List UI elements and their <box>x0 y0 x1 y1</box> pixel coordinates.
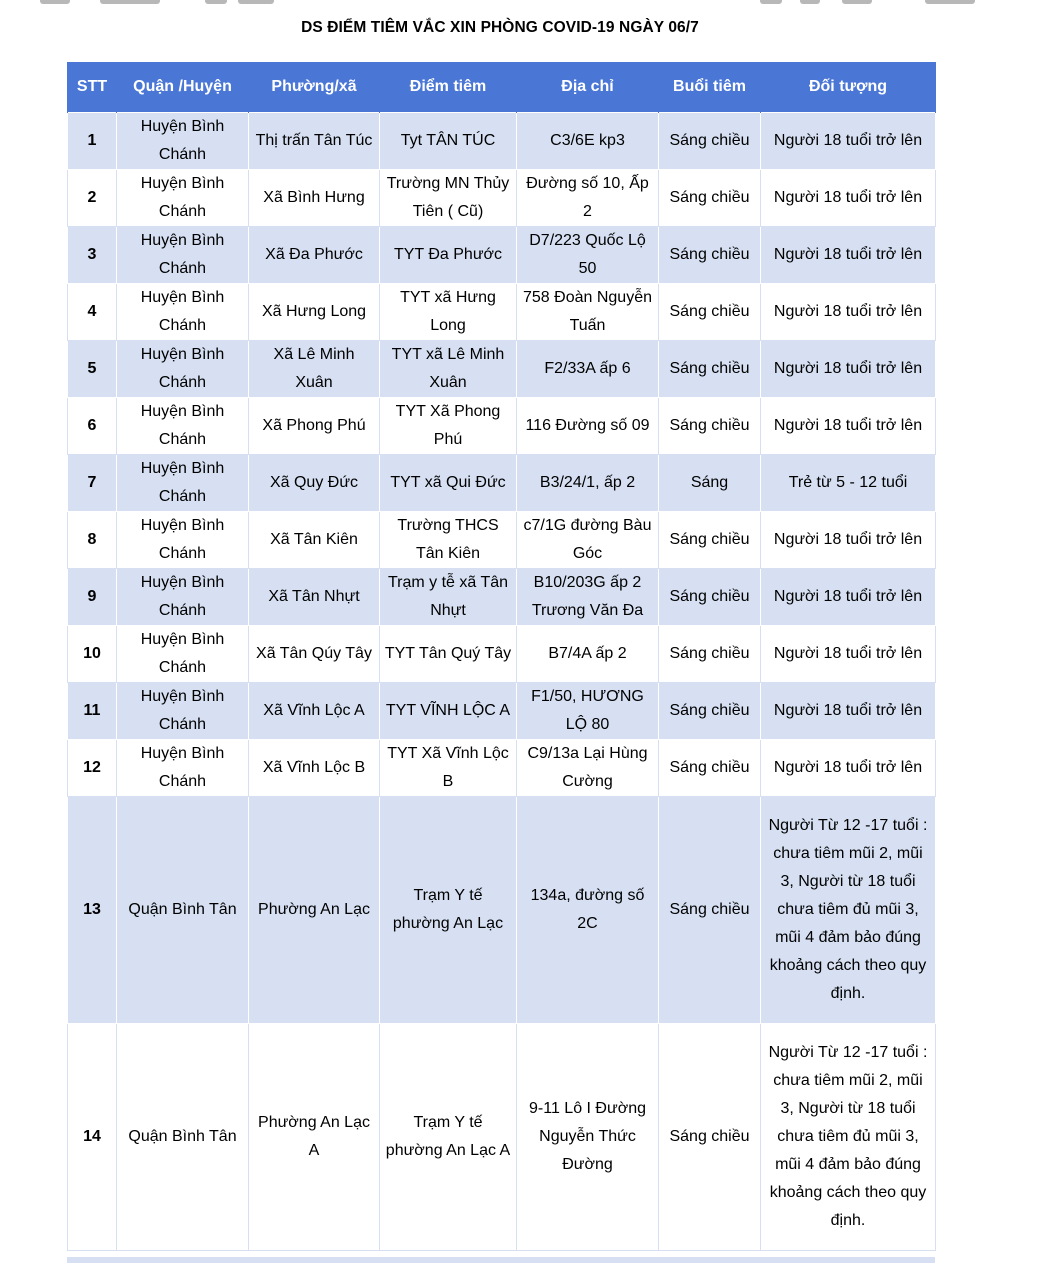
cell-session: Sáng chiều <box>659 170 761 227</box>
cell-stt: 14 <box>68 1024 117 1251</box>
cell-site: Trạm y tễ xã Tân Nhựt <box>380 569 517 626</box>
cell-target: Người 18 tuổi trở lên <box>761 113 936 170</box>
cell-district: Huyện Bình Chánh <box>117 569 249 626</box>
cell-target: Người Từ 12 -17 tuổi : chưa tiêm mũi 2, mũi 3, Người từ 18 tuổi chưa tiêm đủ mũi 3, mũi 4 đảm bảo đúng khoảng cách theo quy định. <box>761 1024 936 1251</box>
table-row <box>68 455 936 512</box>
cell-site: Tyt TÂN TÚC <box>380 113 517 170</box>
cell-ward: Xã Tân Qúy Tây <box>249 626 380 683</box>
cell-session: Sáng chiều <box>659 1024 761 1251</box>
cell-ward: Xã Hưng Long <box>249 284 380 341</box>
table-header-row <box>68 62 936 113</box>
cell-district: Huyện Bình Chánh <box>117 227 249 284</box>
cell-ward: Xã Quy Đức <box>249 455 380 512</box>
cell-stt: 2 <box>68 170 117 227</box>
header-session: Buổi tiêm <box>659 62 761 113</box>
cell-session: Sáng <box>659 455 761 512</box>
header-address: Địa chỉ <box>517 62 659 113</box>
cell-site: Trạm Y tế phường An Lạc A <box>380 1024 517 1251</box>
cell-address: B10/203G ấp 2 Trương Văn Đa <box>517 569 659 626</box>
cell-address: C9/13a Lại Hùng Cường <box>517 740 659 797</box>
cell-target: Người 18 tuổi trở lên <box>761 170 936 227</box>
cell-target: Người 18 tuổi trở lên <box>761 512 936 569</box>
cell-ward: Xã Đa Phước <box>249 227 380 284</box>
table-row <box>68 170 936 227</box>
cell-stt: 13 <box>68 797 117 1024</box>
cell-site: TYT Đa Phước <box>380 227 517 284</box>
cell-district: Huyện Bình Chánh <box>117 284 249 341</box>
table-row <box>68 1024 936 1251</box>
cell-target: Người 18 tuổi trở lên <box>761 341 936 398</box>
cell-district: Huyện Bình Chánh <box>117 626 249 683</box>
cell-target: Người 18 tuổi trở lên <box>761 284 936 341</box>
header-target: Đối tượng <box>761 62 936 113</box>
cell-address: 134a, đường số 2C <box>517 797 659 1024</box>
cell-session: Sáng chiều <box>659 512 761 569</box>
cell-district: Huyện Bình Chánh <box>117 113 249 170</box>
header-district: Quận /Huyện <box>117 62 249 113</box>
cell-target: Người 18 tuổi trở lên <box>761 398 936 455</box>
cell-district: Huyện Bình Chánh <box>117 683 249 740</box>
cell-address: c7/1G đường Bàu Góc <box>517 512 659 569</box>
cell-session: Sáng chiều <box>659 740 761 797</box>
cell-target: Trẻ từ 5 - 12 tuổi <box>761 455 936 512</box>
cell-address: F1/50, HƯƠNG LỘ 80 <box>517 683 659 740</box>
document-title: DS ĐIỂM TIÊM VẮC XIN PHÒNG COVID-19 NGÀY 06/7 <box>301 19 699 36</box>
cell-site: TYT Xã Phong Phú <box>380 398 517 455</box>
cell-stt: 6 <box>68 398 117 455</box>
cell-address: Đường số 10, Ấp 2 <box>517 170 659 227</box>
cell-session: Sáng chiều <box>659 398 761 455</box>
table-row <box>68 284 936 341</box>
header-stt: STT <box>68 62 117 113</box>
cell-ward: Xã Vĩnh Lộc B <box>249 740 380 797</box>
cell-session: Sáng chiều <box>659 797 761 1024</box>
cropped-header-strip <box>0 0 1042 8</box>
cell-ward: Xã Tân Kiên <box>249 512 380 569</box>
cell-site: Trạm Y tế phường An Lạc <box>380 797 517 1024</box>
cell-session: Sáng chiều <box>659 113 761 170</box>
cell-district: Huyện Bình Chánh <box>117 455 249 512</box>
cell-site: Trường MN Thủy Tiên ( Cũ) <box>380 170 517 227</box>
cell-stt: 3 <box>68 227 117 284</box>
cell-site: TYT VĨNH LỘC A <box>380 683 517 740</box>
cell-district: Huyện Bình Chánh <box>117 512 249 569</box>
cell-stt: 4 <box>68 284 117 341</box>
cell-address: D7/223 Quốc Lộ 50 <box>517 227 659 284</box>
cell-address: 116 Đường số 09 <box>517 398 659 455</box>
cell-session: Sáng chiều <box>659 341 761 398</box>
table-row <box>68 683 936 740</box>
table-row <box>68 740 936 797</box>
table-row <box>68 626 936 683</box>
cell-site: TYT xã Hưng Long <box>380 284 517 341</box>
cell-ward: Xã Bình Hưng <box>249 170 380 227</box>
cell-target: Người 18 tuổi trở lên <box>761 683 936 740</box>
cell-address: 758 Đoàn Nguyễn Tuấn <box>517 284 659 341</box>
cell-stt: 12 <box>68 740 117 797</box>
cell-site: TYT xã Lê Minh Xuân <box>380 341 517 398</box>
cell-session: Sáng chiều <box>659 626 761 683</box>
cell-stt: 5 <box>68 341 117 398</box>
cell-site: TYT Xã Vĩnh Lộc B <box>380 740 517 797</box>
cell-address: B7/4A ấp 2 <box>517 626 659 683</box>
cell-site: TYT Tân Quý Tây <box>380 626 517 683</box>
cell-ward: Xã Tân Nhựt <box>249 569 380 626</box>
cell-stt: 11 <box>68 683 117 740</box>
cell-district: Huyện Bình Chánh <box>117 398 249 455</box>
table-row <box>68 512 936 569</box>
cell-ward: Xã Lê Minh Xuân <box>249 341 380 398</box>
cell-district: Quận Bình Tân <box>117 797 249 1024</box>
table-row <box>68 569 936 626</box>
header-ward: Phường/xã <box>249 62 380 113</box>
cell-ward: Xã Vĩnh Lộc A <box>249 683 380 740</box>
cell-site: TYT xã Qui Đức <box>380 455 517 512</box>
table-row <box>68 227 936 284</box>
cell-session: Sáng chiều <box>659 284 761 341</box>
cell-district: Huyện Bình Chánh <box>117 170 249 227</box>
cell-target: Người 18 tuổi trở lên <box>761 227 936 284</box>
cell-target: Người 18 tuổi trở lên <box>761 569 936 626</box>
cell-district: Huyện Bình Chánh <box>117 740 249 797</box>
cell-stt: 10 <box>68 626 117 683</box>
vaccination-sites-table <box>67 62 936 1251</box>
cell-stt: 9 <box>68 569 117 626</box>
cell-stt: 7 <box>68 455 117 512</box>
cell-site: Trường THCS Tân Kiên <box>380 512 517 569</box>
cell-session: Sáng chiều <box>659 683 761 740</box>
cell-stt: 1 <box>68 113 117 170</box>
table-row <box>68 341 936 398</box>
next-row-partial <box>67 1257 935 1263</box>
cell-session: Sáng chiều <box>659 569 761 626</box>
cell-district: Quận Bình Tân <box>117 1024 249 1251</box>
header-site: Điểm tiêm <box>380 62 517 113</box>
cell-district: Huyện Bình Chánh <box>117 341 249 398</box>
cell-target: Người 18 tuổi trở lên <box>761 740 936 797</box>
cell-stt: 8 <box>68 512 117 569</box>
cell-address: B3/24/1, ấp 2 <box>517 455 659 512</box>
table-row <box>68 398 936 455</box>
cell-ward: Phường An Lạc <box>249 797 380 1024</box>
table-row <box>68 797 936 1024</box>
cell-ward: Xã Phong Phú <box>249 398 380 455</box>
cell-target: Người Từ 12 -17 tuổi : chưa tiêm mũi 2, mũi 3, Người từ 18 tuổi chưa tiêm đủ mũi 3, mũi 4 đảm bảo đúng khoảng cách theo quy định. <box>761 797 936 1024</box>
cell-session: Sáng chiều <box>659 227 761 284</box>
cell-address: F2/33A ấp 6 <box>517 341 659 398</box>
cell-target: Người 18 tuổi trở lên <box>761 626 936 683</box>
cell-address: 9-11 Lô I Đường Nguyễn Thức Đường <box>517 1024 659 1251</box>
cell-ward: Thị trấn Tân Túc <box>249 113 380 170</box>
cell-address: C3/6E kp3 <box>517 113 659 170</box>
table-row <box>68 113 936 170</box>
cell-ward: Phường An Lạc A <box>249 1024 380 1251</box>
